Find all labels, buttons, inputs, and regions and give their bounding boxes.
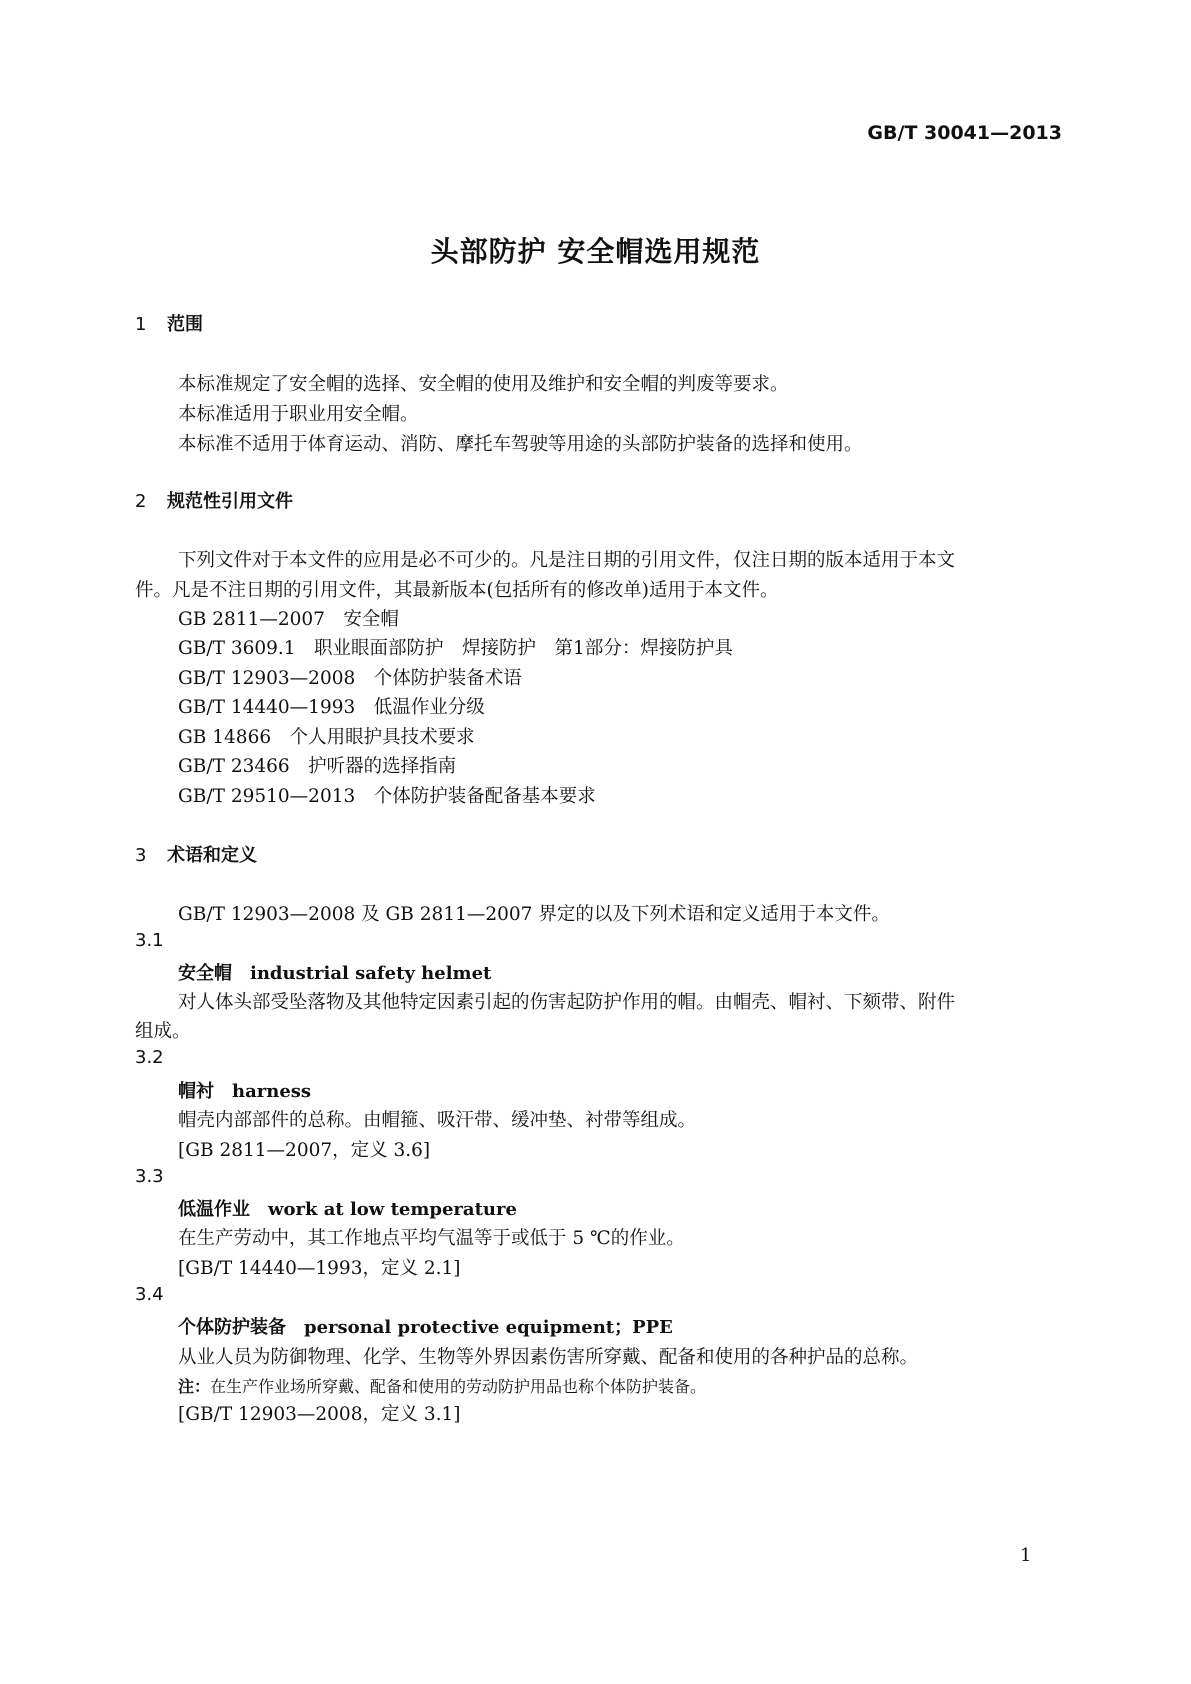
term-source: [GB 2811—2007，定义 3.6] [178,1140,431,1161]
clause-number: 3.4 [135,1284,164,1305]
clause-number: 3.1 [135,930,164,951]
section-3-heading [135,841,257,867]
term-heading [178,959,491,985]
term-definition: 组成。 [135,1021,191,1042]
term-zh: 个体防护装备 [178,1317,286,1338]
term-definition: 帽壳内部部件的总称。由帽箍、吸汗带、缓冲垫、衬带等组成。 [178,1110,697,1131]
section-2-heading [135,487,293,513]
term-definition: 从业人员为防御物理、化学、生物等外界因素伤害所穿戴、配备和使用的各种护品的总称。 [178,1347,919,1368]
reference-item: GB/T 12903—2008 个体防护装备术语 [178,668,522,689]
clause-number: 3.3 [135,1166,164,1187]
paragraph: 下列文件对于本文件的应用是必不可少的。凡是注日期的引用文件，仅注日期的版本适用于本文 [178,550,956,571]
section-title: 术语和定义 [167,845,257,866]
term-zh: 安全帽 [178,963,232,984]
section-number: 2 [135,491,147,512]
term-en: personal protective equipment；PPE [304,1317,673,1338]
term-zh: 低温作业 [178,1199,250,1220]
term-heading [178,1077,311,1103]
standard-code: GB/T 30041—2013 [867,122,1062,144]
section-1-heading [135,310,203,336]
paragraph: 本标准不适用于体育运动、消防、摩托车驾驶等用途的头部防护装备的选择和使用。 [178,434,863,455]
note-label: 注： [178,1377,211,1396]
section-number: 3 [135,845,147,866]
reference-item: GB 14866 个人用眼护具技术要求 [178,727,475,748]
term-source: [GB/T 12903—2008，定义 3.1] [178,1404,461,1425]
section-title: 规范性引用文件 [167,491,293,512]
paragraph: GB/T 12903—2008 及 GB 2811—2007 界定的以及下列术语和定义适用于本文件。 [178,904,890,925]
term-heading [178,1313,673,1339]
section-title: 范围 [167,314,203,335]
note [178,1374,706,1397]
term-zh: 帽衬 [178,1081,214,1102]
reference-item: GB/T 14440—1993 低温作业分级 [178,697,485,718]
term-source: [GB/T 14440—1993，定义 2.1] [178,1258,461,1279]
note-text: 在生产作业场所穿戴、配备和使用的劳动防护用品也称个体防护装备。 [210,1377,707,1396]
paragraph: 件。凡是不注日期的引用文件，其最新版本(包括所有的修改单)适用于本文件。 [135,580,779,601]
page-number: 1 [1020,1545,1032,1566]
reference-item: GB/T 3609.1 职业眼面部防护 焊接防护 第1部分：焊接防护具 [178,638,733,659]
reference-item: GB/T 29510—2013 个体防护装备配备基本要求 [178,786,596,807]
reference-item: GB 2811—2007 安全帽 [178,609,399,630]
section-number: 1 [135,314,147,335]
paragraph: 本标准规定了安全帽的选择、安全帽的使用及维护和安全帽的判废等要求。 [178,374,789,395]
reference-item: GB/T 23466 护听器的选择指南 [178,756,457,777]
term-en: harness [232,1081,312,1102]
paragraph: 本标准适用于职业用安全帽。 [178,404,419,425]
document-title: 头部防护 安全帽选用规范 [430,235,761,268]
term-heading [178,1195,517,1221]
term-definition: 对人体头部受坠落物及其他特定因素引起的伤害起防护作用的帽。由帽壳、帽衬、下颏带、附件 [178,992,956,1013]
term-en: work at low temperature [268,1199,517,1220]
clause-number: 3.2 [135,1047,164,1068]
term-definition: 在生产劳动中，其工作地点平均气温等于或低于 5 ℃的作业。 [178,1228,685,1249]
term-en: industrial safety helmet [250,963,492,984]
